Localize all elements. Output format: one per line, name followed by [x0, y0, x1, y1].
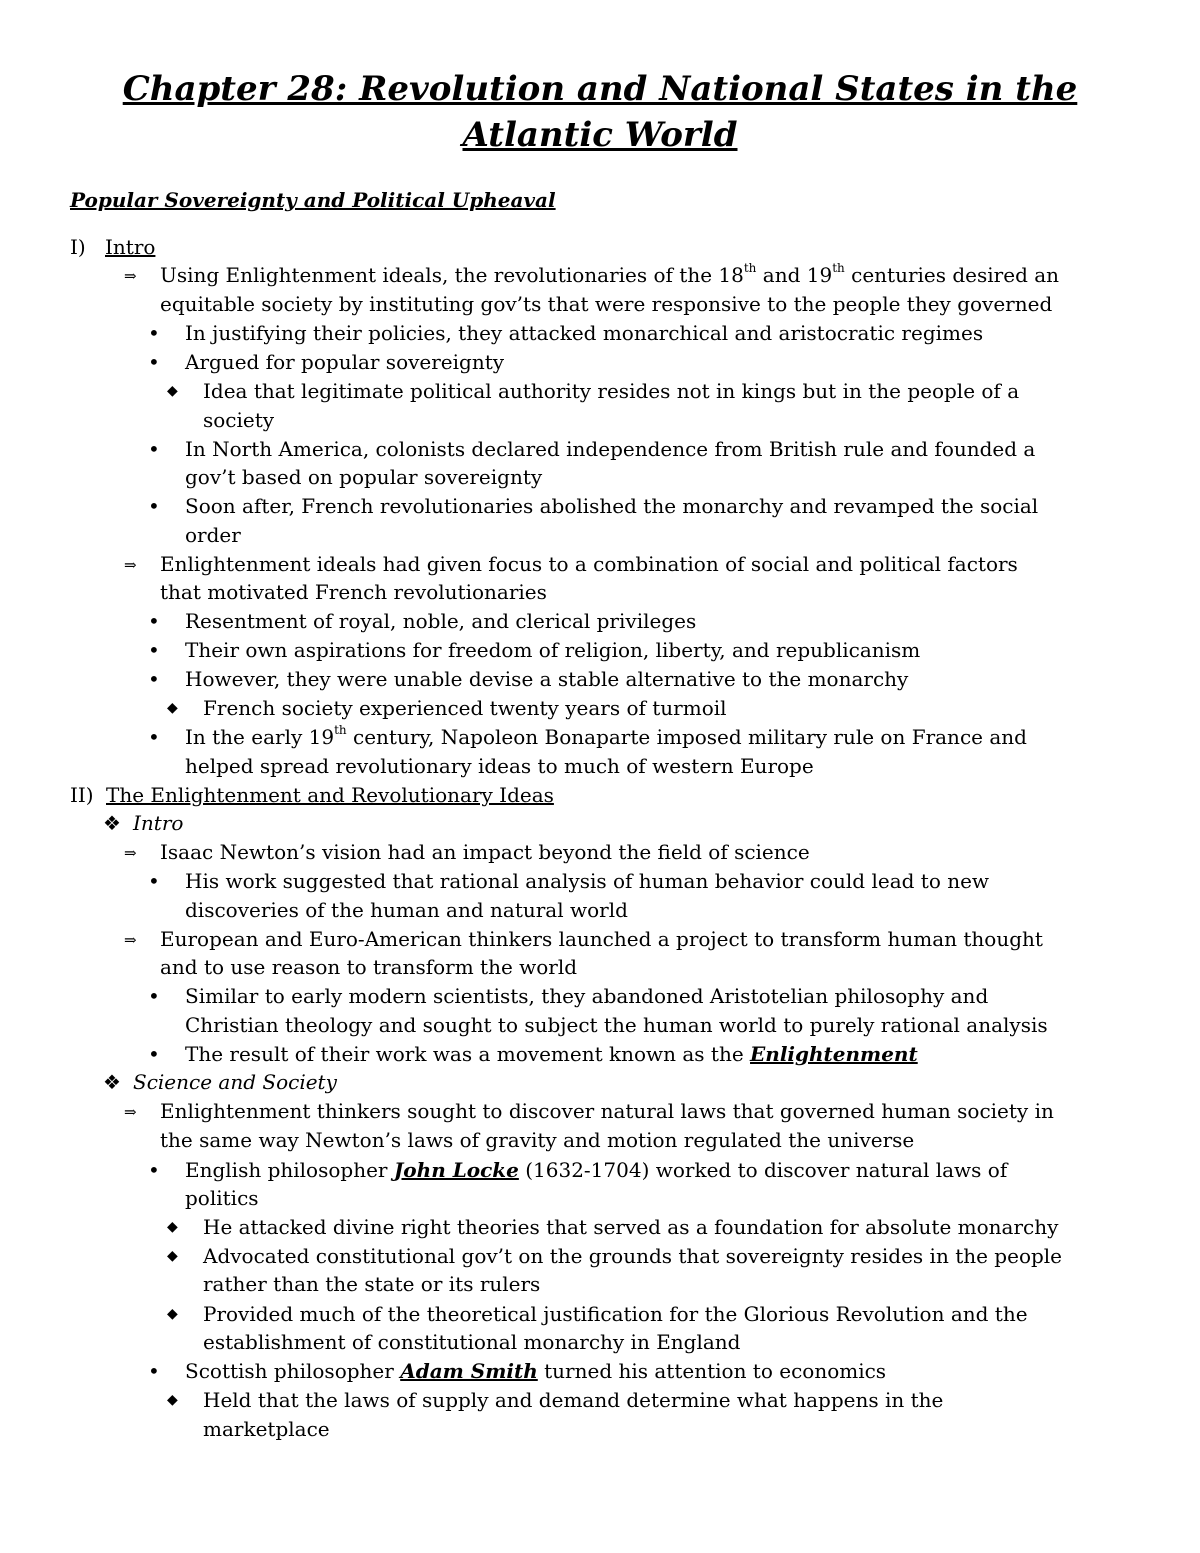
outline-numeral-1: I) [70, 235, 86, 259]
list-item-text: discoveries of the human and natural world [185, 898, 628, 922]
bullet-icon: • [148, 725, 160, 749]
sparkle-bullet-icon: ❖ [103, 1070, 121, 1094]
list-item-text: gov’t based on popular sovereignty [185, 465, 543, 489]
arrow-icon: ⇒ [124, 844, 137, 862]
diamond-bullet-icon: ◆ [167, 1248, 178, 1264]
bullet-icon: • [148, 638, 160, 662]
list-item-text: order [185, 523, 241, 547]
list-item-text: Provided much of the theoretical justification for the Glorious Revolution and the [203, 1302, 1028, 1326]
list-item-text: Using Enlightenment ideals, the revolutionaries of the 18th and 19th centuries desired an [160, 261, 1060, 287]
list-item-text: politics [185, 1186, 259, 1210]
diamond-bullet-icon: ◆ [167, 1392, 178, 1408]
list-item-text: The result of their work was a movement known as the Enlightenment [185, 1042, 918, 1066]
arrow-icon: ⇒ [124, 931, 137, 949]
list-item-text: Enlightenment thinkers sought to discover natural laws that governed human society in [160, 1099, 1054, 1123]
list-item-text: Argued for popular sovereignty [185, 350, 505, 374]
bullet-icon: • [148, 609, 160, 633]
term-enlightenment: Enlightenment [750, 1042, 918, 1066]
list-item-text: In North America, colonists declared independence from British rule and founded a [185, 437, 1036, 461]
list-item-text: French society experienced twenty years of turmoil [203, 696, 727, 720]
list-item-text: rather than the state or its rulers [203, 1272, 541, 1296]
list-item-text: Held that the laws of supply and demand determine what happens in the [203, 1388, 944, 1412]
list-item-text: Christian theology and sought to subject the human world to purely rational analysis [185, 1013, 1048, 1037]
diamond-bullet-icon: ◆ [167, 1306, 178, 1322]
bullet-icon: • [148, 1158, 160, 1182]
diamond-bullet-icon: ◆ [167, 700, 178, 716]
bullet-icon: • [148, 1359, 160, 1383]
bullet-icon: • [148, 984, 160, 1008]
list-item-text: Idea that legitimate political authority resides not in kings but in the people of a [203, 379, 1020, 403]
list-item-text: His work suggested that rational analysis of human behavior could lead to new [185, 869, 990, 893]
bullet-icon: • [148, 667, 160, 691]
list-item-text: establishment of constitutional monarchy in England [203, 1330, 741, 1354]
list-item-text: Soon after, French revolutionaries abolished the monarchy and revamped the social [185, 494, 1039, 518]
sparkle-bullet-icon: ❖ [103, 811, 121, 835]
chapter-title-line-1: Chapter 28: Revolution and National States in the [122, 69, 1078, 109]
outline-numeral-2: II) [70, 783, 94, 807]
diamond-bullet-icon: ◆ [167, 1219, 178, 1235]
list-item-text: Advocated constitutional gov’t on the grounds that sovereignty resides in the people [203, 1244, 1063, 1268]
outline-heading-enlightenment: The Enlightenment and Revolutionary Ideas [106, 783, 554, 807]
list-item-text: However, they were unable devise a stable alternative to the monarchy [185, 667, 909, 691]
arrow-icon: ⇒ [124, 267, 137, 285]
list-item-text: Resentment of royal, noble, and clerical privileges [185, 609, 697, 633]
section-heading: Popular Sovereignty and Political Upheaval [70, 188, 556, 212]
list-item-text: In justifying their policies, they attacked monarchical and aristocratic regimes [185, 321, 984, 345]
list-item-text: equitable society by instituting gov’ts that were responsive to the people they governed [160, 292, 1053, 316]
list-item-text: helped spread revolutionary ideas to much of western Europe [185, 754, 814, 778]
diamond-bullet-icon: ◆ [167, 383, 178, 399]
bullet-icon: • [148, 350, 160, 374]
subsection-intro: Intro [133, 811, 184, 835]
bullet-icon: • [148, 494, 160, 518]
outline-heading-intro: Intro [105, 235, 156, 259]
bullet-icon: • [148, 869, 160, 893]
list-item-text: that motivated French revolutionaries [160, 580, 547, 604]
list-item-text: English philosopher John Locke (1632-1704) worked to discover natural laws of [185, 1158, 1008, 1182]
term-john-locke: John Locke [393, 1158, 519, 1182]
bullet-icon: • [148, 1042, 160, 1066]
list-item-text: He attacked divine right theories that served as a foundation for absolute monarchy [203, 1215, 1059, 1239]
list-item-text: society [203, 408, 275, 432]
arrow-icon: ⇒ [124, 1103, 137, 1121]
list-item-text: marketplace [203, 1417, 330, 1441]
subsection-science-and-society: Science and Society [133, 1070, 337, 1094]
list-item-text: and to use reason to transform the world [160, 955, 578, 979]
chapter-title-line-2: Atlantic World [462, 115, 738, 155]
chapter-title [60, 66, 1140, 158]
bullet-icon: • [148, 437, 160, 461]
list-item-text: Enlightenment ideals had given focus to a combination of social and political factors [160, 552, 1018, 576]
list-item-text: Their own aspirations for freedom of religion, liberty, and republicanism [185, 638, 921, 662]
list-item-text: European and Euro-American thinkers launched a project to transform human thought [160, 927, 1043, 951]
term-adam-smith: Adam Smith [400, 1359, 538, 1383]
bullet-icon: • [148, 321, 160, 345]
list-item-text: Isaac Newton’s vision had an impact beyond the field of science [160, 840, 810, 864]
list-item-text: the same way Newton’s laws of gravity and motion regulated the universe [160, 1128, 915, 1152]
list-item-text: Scottish philosopher Adam Smith turned his attention to economics [185, 1359, 887, 1383]
list-item-text: In the early 19th century, Napoleon Bonaparte imposed military rule on France and [185, 723, 1027, 749]
list-item-text: Similar to early modern scientists, they abandoned Aristotelian philosophy and [185, 984, 989, 1008]
arrow-icon: ⇒ [124, 556, 137, 574]
